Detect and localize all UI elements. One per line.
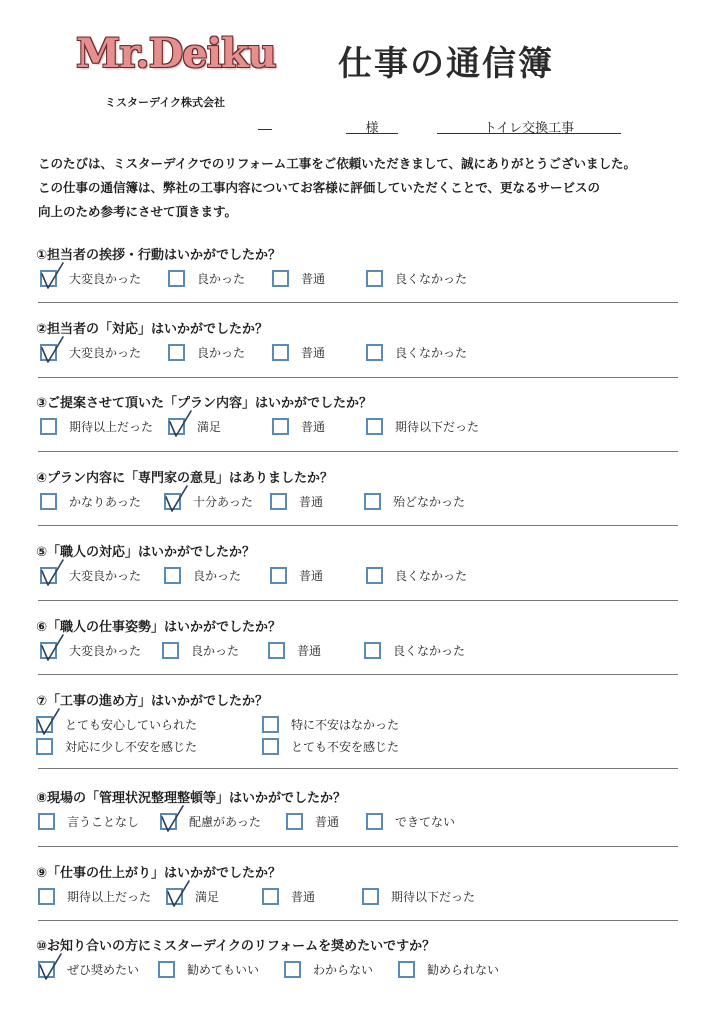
answer-label: 普通 xyxy=(301,272,326,286)
section-divider xyxy=(38,600,678,601)
answer-option[interactable] xyxy=(272,270,325,287)
checkbox-icon[interactable] xyxy=(284,961,301,978)
section-divider xyxy=(38,451,678,452)
answer-label: 十分あった xyxy=(193,495,253,509)
question-title: ③ご提案させて頂いた「プラン内容」はいかがでしたか？ xyxy=(36,396,373,411)
answer-label: かなりあった xyxy=(69,495,141,509)
checkmark-icon xyxy=(165,880,191,908)
company-logo: Mr.Deiku xyxy=(76,30,276,77)
checkmark-icon xyxy=(39,262,65,290)
checkbox-icon[interactable] xyxy=(40,642,57,659)
answer-option[interactable] xyxy=(168,418,221,435)
answer-label: 良かった xyxy=(191,644,240,658)
answer-label: 大変良かった xyxy=(69,644,142,658)
section-divider xyxy=(38,377,678,378)
answer-option[interactable] xyxy=(270,493,323,510)
answer-label: 大変良かった xyxy=(69,346,142,360)
answer-option[interactable] xyxy=(40,270,141,287)
answer-option[interactable] xyxy=(40,493,141,510)
answer-label: わからない xyxy=(313,963,374,977)
answer-option[interactable] xyxy=(38,888,151,905)
checkbox-icon[interactable] xyxy=(168,344,185,361)
answer-option[interactable] xyxy=(40,642,141,659)
checkbox-icon[interactable] xyxy=(398,961,415,978)
answer-label: 期待以上だった xyxy=(67,890,152,904)
checkmark-icon xyxy=(159,805,185,833)
checkbox-icon[interactable] xyxy=(40,270,57,287)
section-divider xyxy=(38,525,678,526)
checkbox-icon[interactable] xyxy=(160,813,177,830)
section-divider xyxy=(38,846,678,847)
checkbox-icon[interactable] xyxy=(166,888,183,905)
checkmark-icon xyxy=(35,708,61,736)
section-divider xyxy=(38,768,678,769)
checkbox-icon[interactable] xyxy=(262,716,279,733)
checkbox-icon[interactable] xyxy=(164,493,181,510)
answer-option[interactable] xyxy=(262,888,315,905)
answer-label: できてない xyxy=(395,815,456,829)
answer-option[interactable] xyxy=(364,493,465,510)
checkbox-icon[interactable] xyxy=(270,493,287,510)
checkbox-icon[interactable] xyxy=(40,567,57,584)
answer-label: 期待以上だった xyxy=(69,420,154,434)
checkbox-icon[interactable] xyxy=(272,418,289,435)
answer-option[interactable] xyxy=(168,270,245,287)
checkmark-icon xyxy=(37,953,63,981)
checkbox-icon[interactable] xyxy=(272,270,289,287)
answer-label: 期待以下だった xyxy=(391,890,476,904)
checkbox-icon[interactable] xyxy=(36,738,53,755)
answer-label: 満足 xyxy=(195,890,220,904)
answer-label: 普通 xyxy=(301,420,326,434)
answer-option[interactable] xyxy=(164,493,253,510)
answer-option[interactable] xyxy=(166,888,219,905)
answer-option[interactable] xyxy=(364,642,465,659)
answer-option[interactable] xyxy=(162,642,239,659)
checkbox-icon[interactable] xyxy=(38,813,55,830)
answer-option[interactable] xyxy=(286,813,339,830)
answer-label: 良くなかった xyxy=(395,569,468,583)
checkbox-icon[interactable] xyxy=(286,813,303,830)
question-title: ④プラン内容に「専門家の意見」はありましたか？ xyxy=(36,471,334,486)
checkbox-icon[interactable] xyxy=(364,493,381,510)
checkbox-icon[interactable] xyxy=(364,642,381,659)
answer-option[interactable] xyxy=(36,738,197,755)
answer-option[interactable] xyxy=(284,961,373,978)
answer-option[interactable] xyxy=(262,738,399,755)
answer-label: 普通 xyxy=(299,569,324,583)
answer-option[interactable] xyxy=(398,961,499,978)
checkbox-icon[interactable] xyxy=(36,716,53,733)
answer-label: 普通 xyxy=(299,495,324,509)
answer-label: 言うことなし xyxy=(67,815,140,829)
answer-option[interactable] xyxy=(366,344,467,361)
checkbox-icon[interactable] xyxy=(362,888,379,905)
customer-name-field[interactable] xyxy=(258,117,272,130)
checkbox-icon[interactable] xyxy=(40,493,57,510)
checkbox-icon[interactable] xyxy=(268,642,285,659)
answer-option[interactable] xyxy=(168,344,245,361)
answer-label: 普通 xyxy=(315,815,340,829)
answer-option[interactable] xyxy=(40,344,141,361)
intro-text xyxy=(38,152,638,224)
checkbox-icon[interactable] xyxy=(366,567,383,584)
checkbox-icon[interactable] xyxy=(158,961,175,978)
answer-label: 良くなかった xyxy=(395,272,468,286)
answer-option[interactable] xyxy=(158,961,259,978)
answer-label: 勧めてもいい xyxy=(187,963,260,977)
answer-option[interactable] xyxy=(362,888,475,905)
checkbox-icon[interactable] xyxy=(262,738,279,755)
answer-option[interactable] xyxy=(270,567,323,584)
question-title: ⑩お知り合いの方にミスターデイクのリフォームを奨めたいですか？ xyxy=(36,939,436,954)
question-title: ②担当者の「対応」はいかがでしたか？ xyxy=(36,322,269,337)
checkbox-icon[interactable] xyxy=(38,961,55,978)
answer-option[interactable] xyxy=(366,567,467,584)
answer-label: 大変良かった xyxy=(69,569,142,583)
answer-label: とても不安を感じた xyxy=(291,740,400,754)
question-title: ⑥「職人の仕事姿勢」はいかがでしたか？ xyxy=(36,620,282,635)
checkmark-icon xyxy=(163,485,189,513)
question-title: ⑦「工事の進め方」はいかがでしたか？ xyxy=(36,694,269,709)
checkbox-icon[interactable] xyxy=(270,567,287,584)
answer-option[interactable] xyxy=(160,813,261,830)
answer-option[interactable] xyxy=(262,716,399,733)
answer-label: 対応に少し不安を感じた xyxy=(65,740,198,754)
customer-suffix: 様 xyxy=(346,117,398,134)
answer-option[interactable] xyxy=(40,567,141,584)
answer-option[interactable] xyxy=(366,813,455,830)
answer-label: 普通 xyxy=(297,644,322,658)
answer-label: 殆どなかった xyxy=(393,495,466,509)
checkbox-icon[interactable] xyxy=(366,813,383,830)
answer-label: ぜひ奨めたい xyxy=(67,963,140,977)
checkbox-icon[interactable] xyxy=(262,888,279,905)
checkmark-icon xyxy=(39,634,65,662)
question-title: ⑨「仕事の仕上がり」はいかがでしたか？ xyxy=(36,866,282,881)
answer-label: 良かった xyxy=(193,569,242,583)
company-name: ミスターデイク株式会社 xyxy=(105,96,226,109)
answer-option[interactable] xyxy=(366,270,467,287)
answer-label: 良かった xyxy=(197,346,246,360)
answer-option[interactable] xyxy=(164,567,241,584)
checkbox-icon[interactable] xyxy=(168,270,185,287)
answer-label: 満足 xyxy=(197,420,222,434)
checkbox-icon[interactable] xyxy=(366,270,383,287)
question-title: ①担当者の挨拶・行動はいかがでしたか？ xyxy=(36,248,282,263)
answer-option[interactable] xyxy=(268,642,321,659)
answer-option[interactable] xyxy=(38,813,139,830)
checkmark-icon xyxy=(39,559,65,587)
answer-option[interactable] xyxy=(272,344,325,361)
answer-option[interactable] xyxy=(272,418,325,435)
work-type-field[interactable]: トイレ交換工事 xyxy=(437,117,621,134)
checkbox-icon[interactable] xyxy=(366,344,383,361)
answer-label: 良かった xyxy=(197,272,246,286)
form-title: 仕事の通信簿 xyxy=(338,44,554,84)
checkmark-icon xyxy=(39,336,65,364)
answer-label: 大変良かった xyxy=(69,272,142,286)
answer-label: 特に不安はなかった xyxy=(291,718,400,732)
checkbox-icon[interactable] xyxy=(162,642,179,659)
answer-label: 普通 xyxy=(291,890,316,904)
answer-option[interactable] xyxy=(38,961,139,978)
checkbox-icon[interactable] xyxy=(40,344,57,361)
answer-option[interactable] xyxy=(366,418,479,435)
section-divider xyxy=(38,920,678,921)
section-divider xyxy=(38,302,678,303)
answer-label: 期待以下だった xyxy=(395,420,480,434)
question-title: ⑤「職人の対応」はいかがでしたか？ xyxy=(36,545,256,560)
answer-option[interactable] xyxy=(36,716,197,733)
answer-label: 勧められない xyxy=(427,963,500,977)
checkbox-icon[interactable] xyxy=(164,567,181,584)
checkbox-icon[interactable] xyxy=(40,418,57,435)
intro-line: この仕事の通信簿は、弊社の工事内容についてお客様に評価していただくことで、更なるサービスの xyxy=(38,180,601,195)
answer-label: 良くなかった xyxy=(395,346,468,360)
intro-line: 向上のため参考にさせて頂きます。 xyxy=(38,204,238,219)
intro-line: このたびは、ミスターデイクでのリフォーム工事をご依頼いただきまして、誠にありがとうございました。 xyxy=(38,156,637,171)
answer-option[interactable] xyxy=(40,418,153,435)
question-title: ⑧現場の「管理状況整理整頓等」はいかがでしたか？ xyxy=(36,791,347,806)
checkbox-icon[interactable] xyxy=(38,888,55,905)
answer-label: 配慮があった xyxy=(189,815,261,829)
checkbox-icon[interactable] xyxy=(168,418,185,435)
checkbox-icon[interactable] xyxy=(272,344,289,361)
answer-label: 良くなかった xyxy=(393,644,466,658)
section-divider xyxy=(38,674,678,675)
checkbox-icon[interactable] xyxy=(366,418,383,435)
answer-label: 普通 xyxy=(301,346,326,360)
checkmark-icon xyxy=(167,410,193,438)
answer-label: とても安心していられた xyxy=(65,718,198,732)
